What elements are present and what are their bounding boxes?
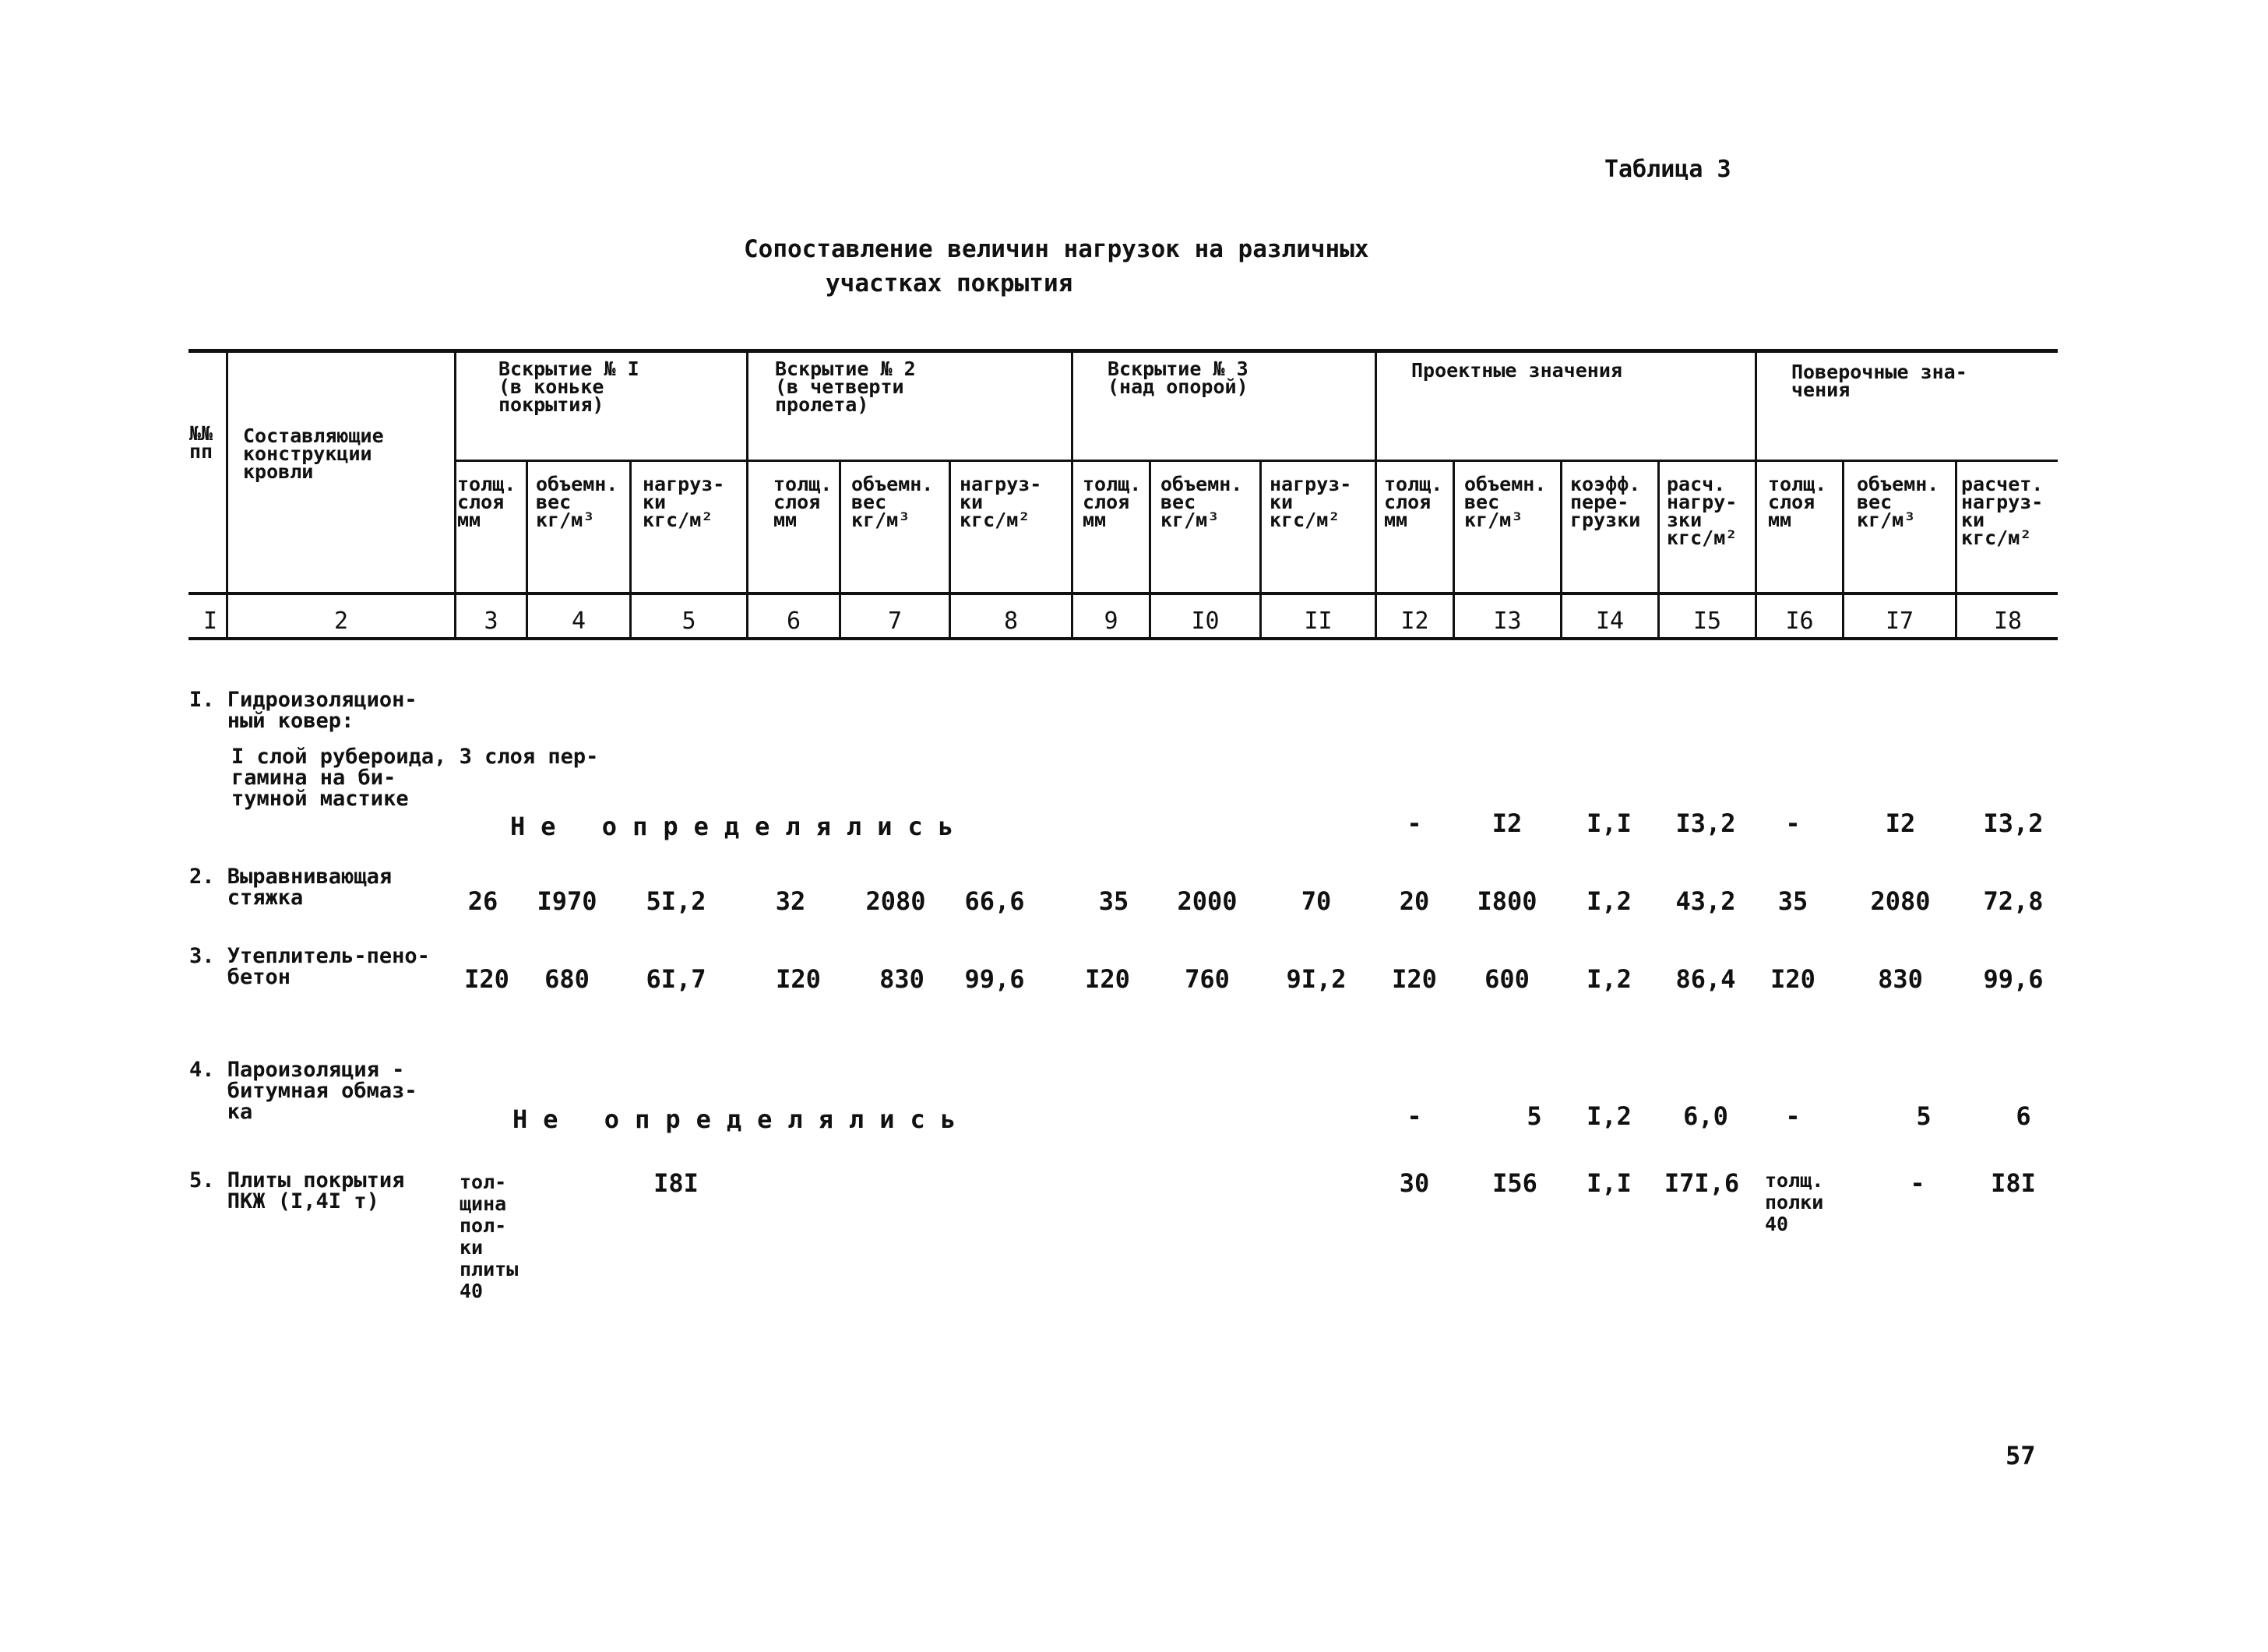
cell-3: 26 — [467, 886, 498, 916]
col-number: 9 — [1104, 608, 1118, 635]
cell-9: I20 — [1085, 964, 1130, 994]
page-number: 57 — [2006, 1441, 2036, 1471]
cell-6: 32 — [775, 886, 806, 916]
subheader-14: коэфф. пере- грузки — [1570, 473, 1641, 531]
group-header-1: Вскрытие № I (в коньке покрытия) — [498, 358, 639, 416]
col-number: 6 — [786, 608, 801, 635]
cell-18: I8I — [1991, 1168, 2036, 1198]
cell-16: 35 — [1777, 886, 1808, 916]
subheader-3: толщ. слоя мм — [457, 473, 516, 531]
cell-12: I20 — [1392, 964, 1437, 994]
cell-13: I2 — [1491, 808, 1523, 838]
cell-15: 6,0 — [1683, 1101, 1728, 1131]
subheader-9: толщ. слоя мм — [1083, 473, 1142, 531]
cell-7: 830 — [879, 964, 924, 994]
cell-8: 66,6 — [964, 886, 1025, 916]
subheader-12: толщ. слоя мм — [1384, 473, 1443, 531]
cell-15: 43,2 — [1675, 886, 1736, 916]
cell-12: 30 — [1399, 1168, 1430, 1198]
cell-10: 2000 — [1177, 886, 1238, 916]
col-number: 3 — [484, 608, 498, 635]
col-number: 2 — [333, 608, 349, 635]
cell-13: I56 — [1492, 1168, 1537, 1198]
subheader-17: объемн. вес кг/м³ — [1857, 473, 1939, 531]
row-label: I. Гидроизоляцион- ный ковер: — [189, 688, 417, 733]
cell-17: I2 — [1885, 808, 1916, 838]
subheader-10: объемн. вес кг/м³ — [1160, 473, 1243, 531]
group-header-rule — [454, 460, 2058, 462]
cell-13: 5 — [1527, 1101, 1542, 1131]
row-label: 3. Утеплитель-пено- бетон — [189, 944, 430, 989]
cell-15: 86,4 — [1675, 964, 1736, 994]
subheader-11: нагруз- ки кгс/м² — [1270, 473, 1352, 531]
cell-18: 72,8 — [1983, 886, 2044, 916]
row-label: 4. Пароизоляция - битумная обмаз- ка — [189, 1058, 417, 1124]
table-top-rule — [188, 349, 2058, 353]
cell-14: I,2 — [1587, 1101, 1632, 1131]
cell-14: I,2 — [1587, 886, 1632, 916]
group-header-3: Вскрытие № 3 (над опорой) — [1108, 358, 1248, 398]
subheader-8: нагруз- ки кгс/м² — [960, 473, 1042, 531]
not-determined-note: Не определялись — [512, 1104, 971, 1134]
cell-14: I,I — [1587, 1168, 1632, 1198]
group-header-5: Поверочные зна- чения — [1791, 361, 1967, 401]
cell-13: 600 — [1484, 964, 1530, 994]
row-label: 5. Плиты покрытия ПКЖ (I,4I т) — [189, 1168, 405, 1213]
cell-12: - — [1407, 1101, 1422, 1131]
row-label: 2. Выравнивающая стяжка — [189, 865, 393, 910]
cell-16-note: толщ. полки 40 — [1765, 1169, 1824, 1235]
cell-7: 2080 — [865, 886, 926, 916]
rule-v8 — [1071, 349, 1073, 640]
col-number: II — [1304, 608, 1333, 635]
cell-13: I800 — [1477, 886, 1537, 916]
cell-15: I3,2 — [1675, 808, 1736, 838]
subheader-6: толщ. слоя мм — [773, 473, 833, 531]
cell-10: 760 — [1185, 964, 1230, 994]
cell-18: 6 — [2016, 1101, 2031, 1131]
cell-17: - — [1910, 1168, 1925, 1198]
rule-v5 — [746, 349, 748, 640]
cell-14: I,I — [1587, 808, 1632, 838]
subheader-13: объемн. вес кг/м³ — [1464, 473, 1547, 531]
cell-6: I20 — [776, 964, 821, 994]
header-num-col: №№ пп — [189, 422, 213, 463]
cell-12: 20 — [1399, 886, 1430, 916]
cell-3-note: тол- щина пол- ки плиты 40 — [460, 1171, 519, 1302]
col-number: 8 — [1003, 608, 1019, 635]
rule-v1 — [226, 349, 228, 640]
col-number: I3 — [1493, 608, 1522, 635]
cell-16: - — [1785, 808, 1801, 838]
col-number: I7 — [1885, 608, 1914, 635]
cell-4: I970 — [537, 886, 597, 916]
cell-18: 99,6 — [1983, 964, 2044, 994]
col-number: 4 — [571, 608, 586, 635]
cell-11: 70 — [1301, 886, 1332, 916]
group-header-4: Проектные значения — [1411, 359, 1622, 382]
table-caption: Таблица 3 — [1604, 156, 1731, 183]
col-number: I2 — [1400, 608, 1429, 635]
cell-14: I,2 — [1587, 964, 1632, 994]
cell-16: - — [1785, 1101, 1801, 1131]
header-name-col: Составляющие конструкции кровли — [243, 424, 384, 483]
cell-9: 35 — [1098, 886, 1129, 916]
cell-4: 680 — [544, 964, 590, 994]
col-number: 7 — [887, 608, 903, 635]
group-header-2: Вскрытие № 2 (в четверти пролета) — [775, 358, 916, 416]
cell-18: I3,2 — [1983, 808, 2044, 838]
subheader-5: нагруз- ки кгс/м² — [643, 473, 725, 531]
subheader-18: расчет. нагруз- ки кгс/м² — [1961, 473, 2044, 549]
cell-8: 99,6 — [964, 964, 1025, 994]
cell-5: 5I,2 — [646, 886, 706, 916]
col-number: 5 — [681, 608, 696, 635]
subheader-4: объемн. вес кг/м³ — [536, 473, 618, 531]
subheader-16: толщ. слоя мм — [1768, 473, 1827, 531]
not-determined-note: Не определялись — [510, 812, 969, 841]
cell-12: - — [1407, 808, 1422, 838]
subheader-7: объемн. вес кг/м³ — [851, 473, 934, 531]
col-number: I8 — [1993, 608, 2023, 635]
cell-17: 2080 — [1870, 886, 1931, 916]
column-number-bottom-rule — [188, 637, 2058, 640]
col-number: I0 — [1191, 608, 1220, 635]
rule-v2 — [454, 349, 456, 640]
cell-17: 5 — [1916, 1101, 1932, 1131]
subheader-bottom-rule — [188, 592, 2058, 595]
col-number: I5 — [1692, 608, 1722, 635]
col-number: I — [202, 608, 218, 635]
cell-3: I20 — [464, 964, 509, 994]
cell-11: 9I,2 — [1286, 964, 1347, 994]
table-title-line1: Сопоставление величин нагрузок на различных — [744, 235, 1369, 263]
cell-5: I8I — [653, 1168, 699, 1198]
rule-v15 — [1755, 349, 1757, 640]
rule-v11 — [1375, 349, 1377, 640]
col-number: I6 — [1785, 608, 1814, 635]
subheader-15: расч. нагру- зки кгс/м² — [1667, 473, 1738, 549]
cell-5: 6I,7 — [646, 964, 706, 994]
row-sublabel: I слой рубероида, 3 слоя пер- гамина на би- тумной мастике — [231, 745, 599, 811]
cell-15: I7I,6 — [1664, 1168, 1740, 1198]
table-title-line2: участках покрытия — [826, 269, 1073, 298]
col-number: I4 — [1595, 608, 1625, 635]
cell-17: 830 — [1878, 964, 1923, 994]
cell-16: I20 — [1770, 964, 1815, 994]
